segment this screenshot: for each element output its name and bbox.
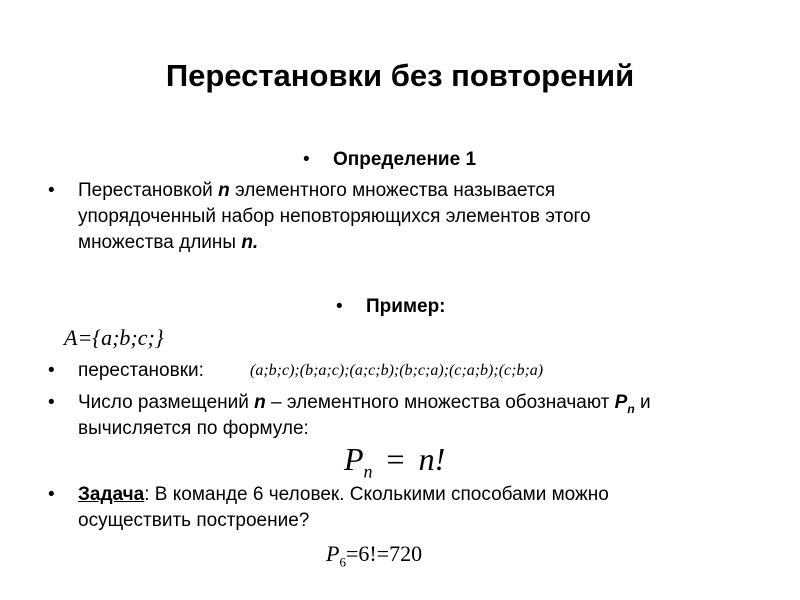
bullet-dot: • bbox=[303, 149, 310, 170]
bullet-dot: • bbox=[48, 392, 55, 413]
permutations-label: перестановки: bbox=[78, 360, 204, 381]
bullet-placements bbox=[48, 390, 768, 442]
formula-main: $P_n = n$! bbox=[344, 441, 446, 482]
bullet-definition bbox=[48, 178, 748, 258]
bullet-dot: • bbox=[336, 296, 343, 317]
set-formula: A={a;b;c;} bbox=[64, 325, 164, 350]
bullet-dot: • bbox=[48, 360, 55, 381]
permutations-formula: (a;b;c);(b;a;c);(a;c;b);(b;c;a);(c;a;b);(c;b;a) bbox=[250, 362, 544, 379]
example-heading: Пример: bbox=[366, 296, 446, 317]
bullet-dot: • bbox=[48, 484, 55, 505]
placements-line-2: вычисляется по формуле: bbox=[78, 418, 309, 439]
definition-heading: Определение 1 bbox=[333, 149, 477, 170]
formula-task: $P_6=6!=720$ bbox=[326, 541, 423, 570]
definition-line-1: Перестановкой n элементного множества называется bbox=[78, 180, 556, 201]
slide-title: Перестановки без повторений bbox=[165, 58, 635, 93]
definition-line-3: множества длины n. bbox=[78, 232, 259, 253]
bullet-dot: • bbox=[48, 180, 55, 201]
bullet-task bbox=[48, 482, 768, 534]
task-line-2: осуществить построение? bbox=[78, 510, 310, 531]
placements-line-1: Число размещений n – элементного множества обозначают $P_n$ и bbox=[78, 392, 651, 416]
definition-line-2: упорядоченный набор неповторяющихся элементов этого bbox=[78, 206, 591, 227]
task-line-1: Задача: В команде 6 человек. Сколькими способами можно bbox=[78, 484, 609, 505]
